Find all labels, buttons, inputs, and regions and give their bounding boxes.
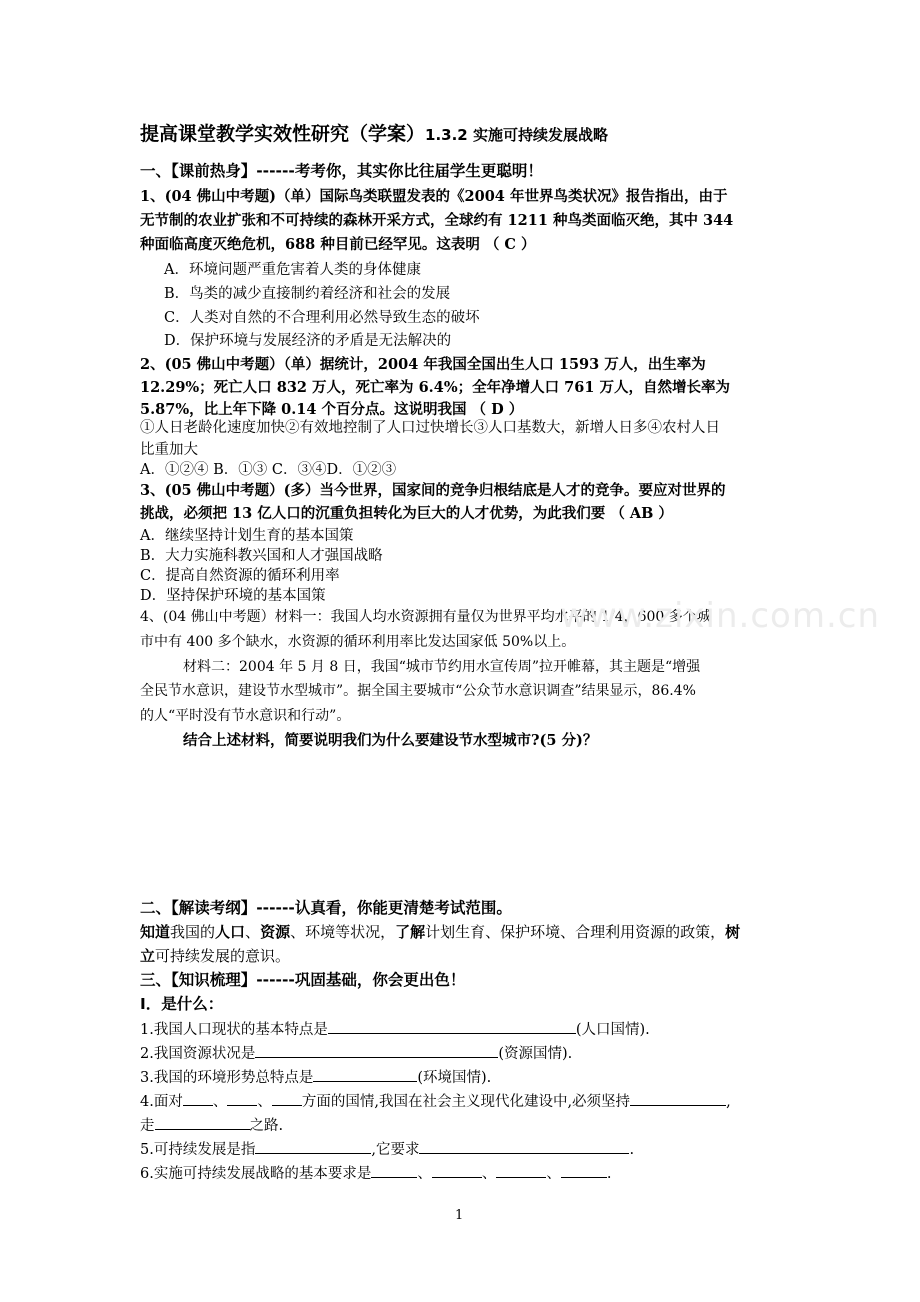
q2-line5: 比重加大 [140, 442, 198, 458]
section1-heading: 一、【课前热身】------考考你，其实你比往届学生更聪明！ [140, 162, 543, 180]
fill-blank[interactable] [432, 1162, 482, 1178]
q2-options: A．①②④ B．①③ C．③④D．①②③ [140, 462, 397, 478]
q1-option-a: A．环境问题严重危害着人类的身体健康 [164, 262, 421, 278]
fill-blank[interactable] [227, 1090, 257, 1106]
section2-heading: 二、【解读考纲】------认真看，你能更清楚考试范围。 [140, 899, 512, 917]
q3-line2: 挑战，必须把 13 亿人口的沉重负担转化为巨大的人才优势，为此我们要 （ AB ） [140, 505, 673, 522]
fill-sep: . [629, 1142, 635, 1158]
fill-prompt: 6.实施可持续发展战略的基本要求是 [140, 1166, 372, 1182]
q4-line1: 4、(04 佛山中考题）材料一：我国人均水资源拥有量仅为世界平均水平的 1/4，600 多个城 [140, 609, 711, 625]
fill-blank[interactable] [419, 1138, 629, 1154]
fill-prompt: 方面的国情,我国在社会主义现代化建设中,必须坚持 [301, 1094, 631, 1110]
fill-sep: , [726, 1094, 731, 1110]
fill-blank[interactable] [630, 1090, 726, 1106]
fill-prompt: 5.可持续发展是指 [140, 1142, 256, 1158]
q1-option-b: B．鸟类的减少直接制约着经济和社会的发展 [164, 286, 451, 302]
syllabus-line2 [140, 946, 290, 966]
q4-line2: 市中有 400 多个缺水，水资源的循环利用率比发达国家低 50%以上。 [140, 634, 576, 650]
fill-prompt: 3.我国的环境形势总特点是 [140, 1070, 314, 1086]
fill-item-4 [140, 1090, 731, 1112]
fill-blank[interactable] [183, 1090, 213, 1106]
q3-line1: 3、(05 佛山中考题）(多）当今世界，国家间的竞争归根结底是人才的竞争。要应对世界的 [140, 482, 726, 499]
q3-option-b: B．大力实施科教兴国和人才强国战略 [140, 548, 383, 564]
q3-option-d: D．坚持保护环境的基本国策 [140, 588, 326, 604]
fill-sep: 、 [481, 1166, 497, 1182]
q2-line3: 5.87%，比上年下降 0.14 个百分点。这说明我国 （ D ） [140, 401, 524, 418]
fill-item-5 [140, 1138, 634, 1160]
syllabus-know: 知道 [140, 923, 171, 941]
fill-item-4-cont [140, 1114, 283, 1136]
fill-prompt: ,它要求 [371, 1142, 420, 1158]
watermark: www.zixin.com.cn [560, 596, 880, 636]
fill-sep: 、 [546, 1166, 561, 1182]
fill-sep: 、 [257, 1094, 272, 1110]
syllabus-sep: 、 [245, 923, 261, 941]
fill-prompt: 2.我国资源状况是 [140, 1046, 256, 1062]
fill-blank[interactable] [255, 1138, 371, 1154]
q4-question: 结合上述材料，简要说明我们为什么要建设节水型城市?(5 分)？ [183, 732, 598, 749]
fill-item-6 [140, 1162, 611, 1184]
syllabus-text: 、环境等状况， [290, 923, 396, 941]
page-number: 1 [455, 1208, 464, 1223]
title-main: 提高课堂教学实效性研究（学案） [140, 123, 426, 145]
fill-note: (资源国情). [498, 1046, 573, 1062]
q2-line4: ①人日老龄化速度加快②有效地控制了人口过快增长③人口基数大，新增人日多④农村人日 [140, 420, 720, 436]
fill-blank[interactable] [328, 1018, 576, 1034]
syllabus-text: 我国的 [170, 923, 216, 941]
syllabus-population: 人口 [215, 923, 246, 941]
q3-option-a: A．继续坚持计划生育的基本国策 [140, 528, 354, 544]
q1-line2: 无节制的农业扩张和不可持续的森林开采方式，全球约有 1211 种鸟类面临灭绝，其中 344 [140, 212, 734, 229]
fill-note: (环境国情). [417, 1070, 492, 1086]
fill-blank[interactable] [272, 1090, 302, 1106]
syllabus-text: 可持续发展的意识。 [155, 947, 291, 965]
fill-blank[interactable] [496, 1162, 546, 1178]
q2-line1: 2、(05 佛山中考题）（单）据统计，2004 年我国全国出生人口 1593 万人，出生率为 [140, 356, 706, 373]
syllabus-text: 计划生育、保护环境、合理利用资源的政策， [425, 923, 726, 941]
q1-option-d: D．保护环境与发展经济的矛盾是无法解决的 [164, 333, 452, 349]
fill-blank[interactable] [561, 1162, 607, 1178]
title-sub: 1.3.2 实施可持续发展战略 [425, 126, 608, 144]
fill-item-1 [140, 1018, 650, 1040]
q2-line2: 12.29%；死亡人口 832 万人，死亡率为 6.4%；全年净增人口 761 万人，自然增长率为 [140, 379, 730, 396]
fill-blank[interactable] [371, 1162, 417, 1178]
q1-option-c: C．人类对自然的不合理利用必然导致生态的破坏 [164, 310, 480, 326]
fill-sep: 、 [212, 1094, 228, 1110]
fill-blank[interactable] [255, 1042, 498, 1058]
q4-line5: 的人“平时没有节水意识和行动”。 [140, 708, 351, 724]
fill-sep: . [606, 1166, 612, 1182]
fill-blank[interactable] [155, 1114, 250, 1130]
fill-sep: 、 [417, 1166, 432, 1182]
fill-note: (人口国情). [575, 1022, 650, 1038]
q3-option-c: C．提高自然资源的循环利用率 [140, 568, 340, 584]
fill-note: 之路. [249, 1118, 284, 1134]
page-title [140, 124, 608, 145]
syllabus-establish-end: 立 [140, 947, 156, 965]
q4-line3: 材料二：2004 年 5 月 8 日，我国“城市节约用水宣传周”拉开帷幕，其主题是“增强 [183, 659, 701, 675]
q1-line1: 1、(04 佛山中考题)（单）国际鸟类联盟发表的《2004 年世界鸟类状况》报告指出，由于 [140, 188, 728, 205]
syllabus-line1 [140, 922, 740, 942]
syllabus-understand: 了解 [395, 923, 426, 941]
fill-prompt: 4.面对 [140, 1094, 183, 1110]
section3-heading: 三、【知识梳理】------巩固基础，你会更出色！ [140, 971, 466, 989]
q4-line4: 全民节水意识，建设节水型城市”。据全国主要城市“公众节水意识调查”结果显示，86.4% [140, 683, 696, 699]
fill-prompt: 走 [140, 1118, 155, 1134]
fill-item-2 [140, 1042, 572, 1064]
q1-line3: 种面临高度灭绝危机，688 种目前已经罕见。这表明 （ C ） [140, 236, 536, 253]
syllabus-resources: 资源 [260, 923, 291, 941]
fill-prompt: 1.我国人口现状的基本特点是 [140, 1022, 328, 1038]
syllabus-establish: 树 [725, 923, 741, 941]
fill-blank[interactable] [313, 1066, 417, 1082]
subsection-what: Ⅰ．是什么： [140, 995, 224, 1013]
fill-item-3 [140, 1066, 491, 1088]
